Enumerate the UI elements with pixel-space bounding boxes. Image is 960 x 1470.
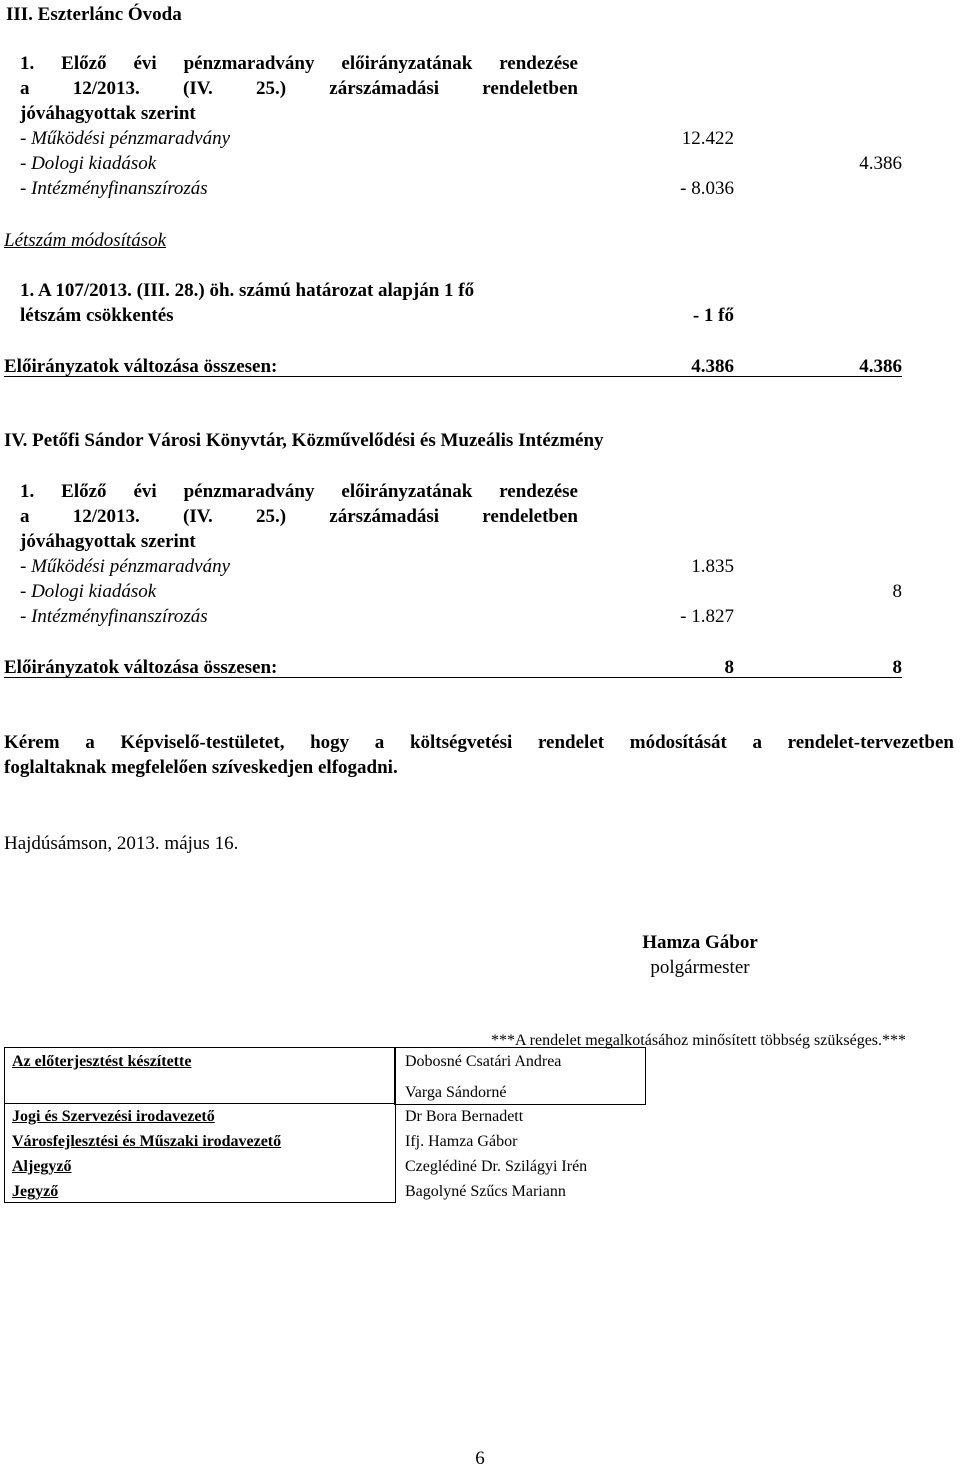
total-value: 4.386 (691, 356, 734, 377)
staff-line: létszám csökkentés (20, 305, 174, 326)
item-heading: jóváhagyottak szerint (20, 103, 196, 124)
item-heading: 1. Előző évi pénzmaradvány előirányzatának rendezése (20, 53, 578, 74)
item-heading: 1. Előző évi pénzmaradvány előirányzatának rendezése (20, 481, 578, 502)
row-label: - Intézményfinanszírozás (20, 178, 208, 199)
row-value: 8 (892, 581, 902, 602)
signer-title: polgármester (650, 957, 750, 978)
row-value: 12.422 (681, 128, 734, 149)
table-divider (4, 1103, 394, 1104)
request-text: Kérem a Képviselő-testületet, hogy a költségvetési rendelet módosítását a rendelet-tervezetben (4, 732, 954, 753)
item-heading: jóváhagyottak szerint (20, 531, 196, 552)
person-name: Dobosné Csatári Andrea (405, 1053, 562, 1070)
staff-title: Létszám módosítások (4, 230, 167, 251)
place-date: Hajdúsámson, 2013. május 16. (4, 833, 239, 854)
role-label: Jogi és Szervezési irodavezető (12, 1108, 215, 1125)
item-heading: a 12/2013. (IV. 25.) zárszámadási rendeletben (20, 78, 578, 99)
signer-name: Hamza Gábor (642, 932, 758, 953)
role-label: Jegyző (12, 1183, 59, 1200)
total-underline (4, 376, 902, 377)
person-name: Ifj. Hamza Gábor (405, 1133, 518, 1150)
total-label: Előirányzatok változása összesen: (4, 356, 278, 377)
row-value: - 1.827 (680, 606, 734, 627)
total-label: Előirányzatok változása összesen: (4, 657, 278, 678)
section-title: IV. Petőfi Sándor Városi Könyvtár, Közművelődési és Muzeális Intézmény (4, 430, 604, 451)
role-label: Városfejlesztési és Műszaki irodavezető (12, 1133, 282, 1150)
row-label: - Intézményfinanszírozás (20, 606, 208, 627)
total-value: 8 (724, 657, 734, 678)
row-value: 4.386 (859, 153, 902, 174)
person-name: Dr Bora Bernadett (405, 1108, 524, 1125)
section-title: III. Eszterlánc Óvoda (6, 4, 182, 25)
total-value: 4.386 (859, 356, 902, 377)
page-number: 6 (475, 1448, 485, 1469)
row-label: - Működési pénzmaradvány (20, 556, 231, 577)
total-value: 8 (892, 657, 902, 678)
item-heading: a 12/2013. (IV. 25.) zárszámadási rendeletben (20, 506, 578, 527)
request-text: foglaltaknak megfelelően szíveskedjen elfogadni. (4, 757, 398, 778)
row-value: - 8.036 (680, 178, 734, 199)
majority-note: ***A rendelet megalkotásához minősített többség szükséges.*** (491, 1032, 907, 1049)
staff-value: - 1 fő (692, 305, 734, 326)
row-label: - Dologi kiadások (20, 153, 157, 174)
row-label: - Működési pénzmaradvány (20, 128, 231, 149)
role-label: Aljegyző (12, 1158, 72, 1175)
person-name: Czeglédiné Dr. Szilágyi Irén (405, 1158, 588, 1175)
role-label: Az előterjesztést készítette (12, 1053, 192, 1070)
row-value: 1.835 (691, 556, 734, 577)
person-name: Varga Sándorné (405, 1084, 507, 1101)
staff-line: 1. A 107/2013. (III. 28.) öh. számú határozat alapján 1 fő (20, 280, 475, 301)
row-label: - Dologi kiadások (20, 581, 157, 602)
person-name: Bagolyné Szűcs Mariann (405, 1183, 566, 1200)
total-underline (4, 677, 902, 678)
